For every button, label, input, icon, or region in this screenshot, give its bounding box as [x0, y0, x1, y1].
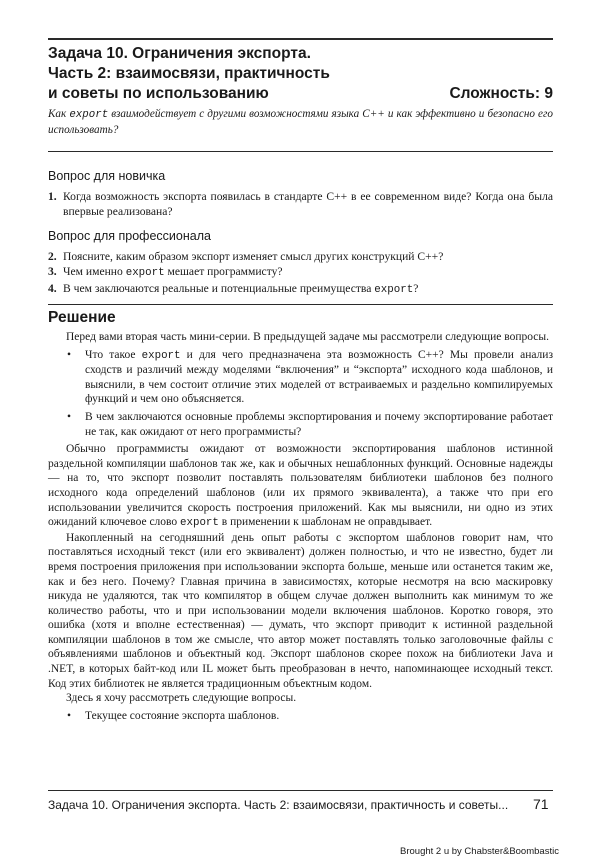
- novice-section: [48, 168, 553, 219]
- bullet-icon: •: [67, 709, 72, 722]
- list-item: [48, 410, 553, 439]
- title-line-3: и советы по использованию: [48, 85, 269, 102]
- list-code: export: [141, 349, 181, 362]
- question-text: Когда возможность экспорта появилась в стандарте C++ в ее современном виде? Когда она была впервые реализована?: [63, 190, 553, 218]
- abstract-text-2: взаимодействует с другими возможностями языка C++ и как эффективно и безопасно его использовать?: [48, 108, 553, 136]
- list-text: Текущее состояние экспорта шаблонов.: [85, 709, 280, 722]
- intro-paragraph: Перед вами вторая часть мини-серии. В предыдущей задаче мы рассмотрели следующие вопросы.: [66, 331, 549, 343]
- list-text: Что такое: [85, 348, 142, 361]
- header-bottom-rule: [48, 151, 553, 152]
- difficulty-label: Сложность: 9: [449, 85, 553, 102]
- list-text: и для чего предназначена эта возможность C++? Мы провели анализ сходств и различий между моделями “включения” и “экспорта” исходного кода шаблонов, и выяснили, в чем состоит отличие этих моделей от встраиваемых и раздельно компилируемых функций и чем оно объясняется.: [85, 348, 553, 406]
- question-text: [63, 281, 553, 298]
- question-code: export: [125, 267, 165, 279]
- questions-bottom-rule: [48, 304, 553, 305]
- question-text-part: Поясните, каким образом экспорт изменяет смысл других конструкций C++?: [63, 250, 444, 263]
- question-text: [63, 249, 553, 264]
- abstract-text-1: Как: [48, 108, 70, 120]
- abstract-code: export: [69, 109, 109, 121]
- title-row-3: [48, 84, 553, 104]
- footer-rule: [48, 790, 553, 791]
- list-item: [48, 348, 553, 407]
- question-number: 3.: [48, 265, 57, 278]
- pro-heading: Вопрос для профессионала: [48, 229, 211, 243]
- title-line-2: Часть 2: взаимосвязи, практичность: [48, 65, 330, 82]
- body-paragraph: Накопленный на сегодняшний день опыт работы с экспортом шаблонов говорит нам, что поставляться исходный текст (или его эквивалент) должен полностью, и что не известно, будет ли время построения приложения при использовании экспорта больше, меньше или останется таким же, как и без него. Почему? Главная причина в зависимостях, которые несмотря на всю маскировку никуда не удаляются, так что компилятор в общем случае должен выполнить как минимум то же количество работы, что и при использовании модели включения шаблонов. Коротко говоря, это ошибка (хотя и вполне естественная) — думать, что экспорт приводит к истинной раздельной компиляции шаблонов в том же смысле, что автор может поставлять только заголовочные файлы с объявлениями шаблонов и объектный код. Экспорт шаблонов скорее похож на библиотеки Java и .NET, в которых байт-код или IL может быть преобразован в нечто, напоминающее исходный текст. Код этих библиотек не является традиционным объектным кодом.: [48, 531, 553, 690]
- body-paragraph: [48, 442, 553, 531]
- bullet-icon: •: [67, 410, 72, 423]
- task-abstract: [48, 107, 553, 138]
- novice-heading: Вопрос для новичка: [48, 169, 166, 183]
- pro-section: [48, 228, 553, 298]
- task-title: [48, 44, 553, 104]
- body-paragraph: Здесь я хочу рассмотреть следующие вопросы.: [66, 692, 297, 705]
- question-text-part: Чем именно: [63, 265, 126, 278]
- question-text-part: мешает программисту?: [164, 265, 283, 278]
- paragraph-text: в применении к шаблонам не оправдывает.: [218, 516, 433, 529]
- question-item: [48, 249, 553, 264]
- question-code: export: [374, 284, 414, 296]
- solution-body: [48, 330, 553, 723]
- question-item: [48, 281, 553, 298]
- list-text: В чем заключаются основные проблемы экспортирования и почему экспортирование работает не так, как ожидают от него программисты?: [85, 410, 553, 438]
- question-text: [63, 264, 553, 281]
- question-item: [48, 189, 553, 219]
- question-number: 2.: [48, 250, 57, 263]
- paragraph-text: Обычно программисты ожидают от возможности экспортирования шаблонов истинной раздельной компиляции шаблонов так же, как и обычных нешаблонных функций. Основные надежды — на то, что экспорт позволит поставлять пользователям библиотеки шаблонов без полного исходного кода определений шаблонов (или их прямого эквивалента), а также что при его использовании увеличится скорость построения приложений. Как мы выяснили, ни одно из этих ожиданий ключевое слово: [48, 443, 553, 529]
- list-item: [48, 709, 553, 724]
- bullet-icon: •: [67, 348, 72, 361]
- running-footer-title: Задача 10. Ограничения экспорта. Часть 2: взаимосвязи, практичность и советы...: [48, 798, 509, 812]
- question-number: 4.: [48, 282, 57, 295]
- question-text-part: В чем заключаются реальные и потенциальные преимущества: [63, 282, 375, 295]
- question-number: 1.: [48, 190, 57, 203]
- credit-text: Brought 2 u by Chabster&Boombastic: [400, 846, 559, 857]
- page-number: 71: [533, 796, 549, 812]
- question-text-part: ?: [413, 282, 419, 295]
- question-item: [48, 264, 553, 281]
- paragraph-code: export: [180, 517, 219, 530]
- top-rule: [48, 38, 553, 40]
- title-line-1: Задача 10. Ограничения экспорта.: [48, 45, 311, 62]
- solution-heading: Решение: [48, 309, 116, 326]
- solution-list-1: [48, 348, 553, 440]
- solution-list-2: [48, 709, 553, 724]
